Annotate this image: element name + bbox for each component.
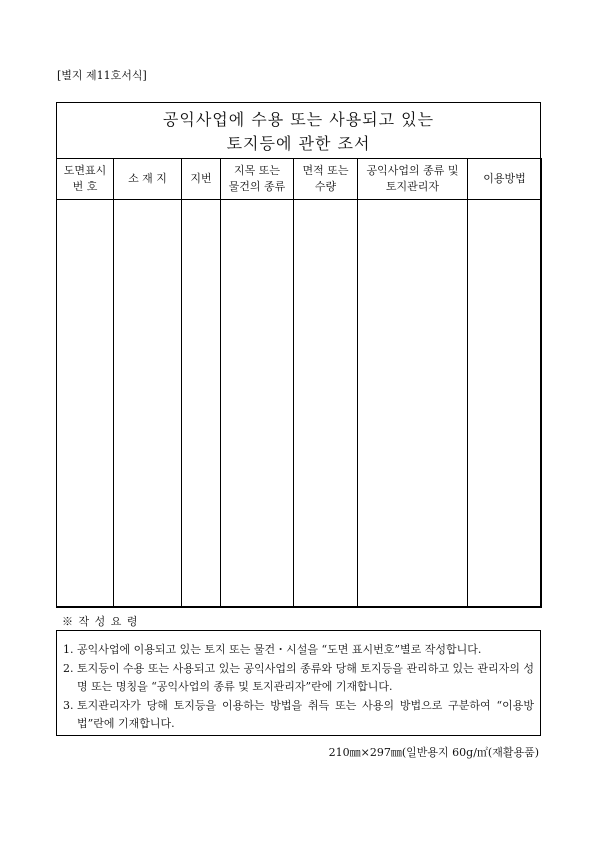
header-drawing-number: 도면표시 번 호 [57,159,114,200]
cell-drawing-number[interactable] [57,200,114,608]
note-item [63,697,534,734]
cell-usage-method[interactable] [468,200,542,608]
survey-form [56,102,541,607]
title-line-1: 공익사업에 수용 또는 사용되고 있는 [162,110,435,129]
header-land-category: 지목 또는 물건의 종류 [221,159,294,200]
cell-project-type-manager[interactable] [358,200,468,608]
form-number: [별지 제11호서식] [57,69,147,82]
cell-area-quantity[interactable] [294,200,358,608]
header-project-type-manager: 공익사업의 종류 및 토지관리자 [358,159,468,200]
notes-heading: ※ 작 성 요 령 [62,615,139,628]
survey-table [56,158,542,608]
note-text: 공익사업에 이용되고 있는 토지 또는 물건・시설을 “도면 표시번호”별로 작성합니다. [77,643,482,656]
note-number: 3. [63,698,74,712]
cell-location[interactable] [114,200,182,608]
note-text: 토지등이 수용 또는 사용되고 있는 공익사업의 종류와 당해 토지등을 관리하고 있는 관리자의 성명 또는 명칭을 “공익사업의 종류 및 토지관리자”란에 기재합니다. [77,661,534,693]
cell-lot-number[interactable] [182,200,221,608]
title-line-2: 토지등에 관한 조서 [226,134,371,153]
table-row [57,200,542,608]
header-location: 소 재 지 [114,159,182,200]
header-lot-number: 지번 [182,159,221,200]
form-title [57,103,540,158]
note-item [63,660,534,697]
note-number: 1. [63,643,74,656]
notes-box [56,630,541,736]
note-text: 토지관리자가 당해 토지등을 이용하는 방법을 취득 또는 사용의 방법으로 구분하여 “이용방법”란에 기재합니다. [77,698,534,730]
header-usage-method: 이용방법 [468,159,542,200]
paper-spec: 210㎜×297㎜(일반용지 60g/㎡(재활용품) [328,746,539,759]
header-area-quantity: 면적 또는 수량 [294,159,358,200]
note-item [63,641,534,660]
cell-land-category[interactable] [221,200,294,608]
note-number: 2. [63,661,74,675]
table-header-row [57,159,542,200]
